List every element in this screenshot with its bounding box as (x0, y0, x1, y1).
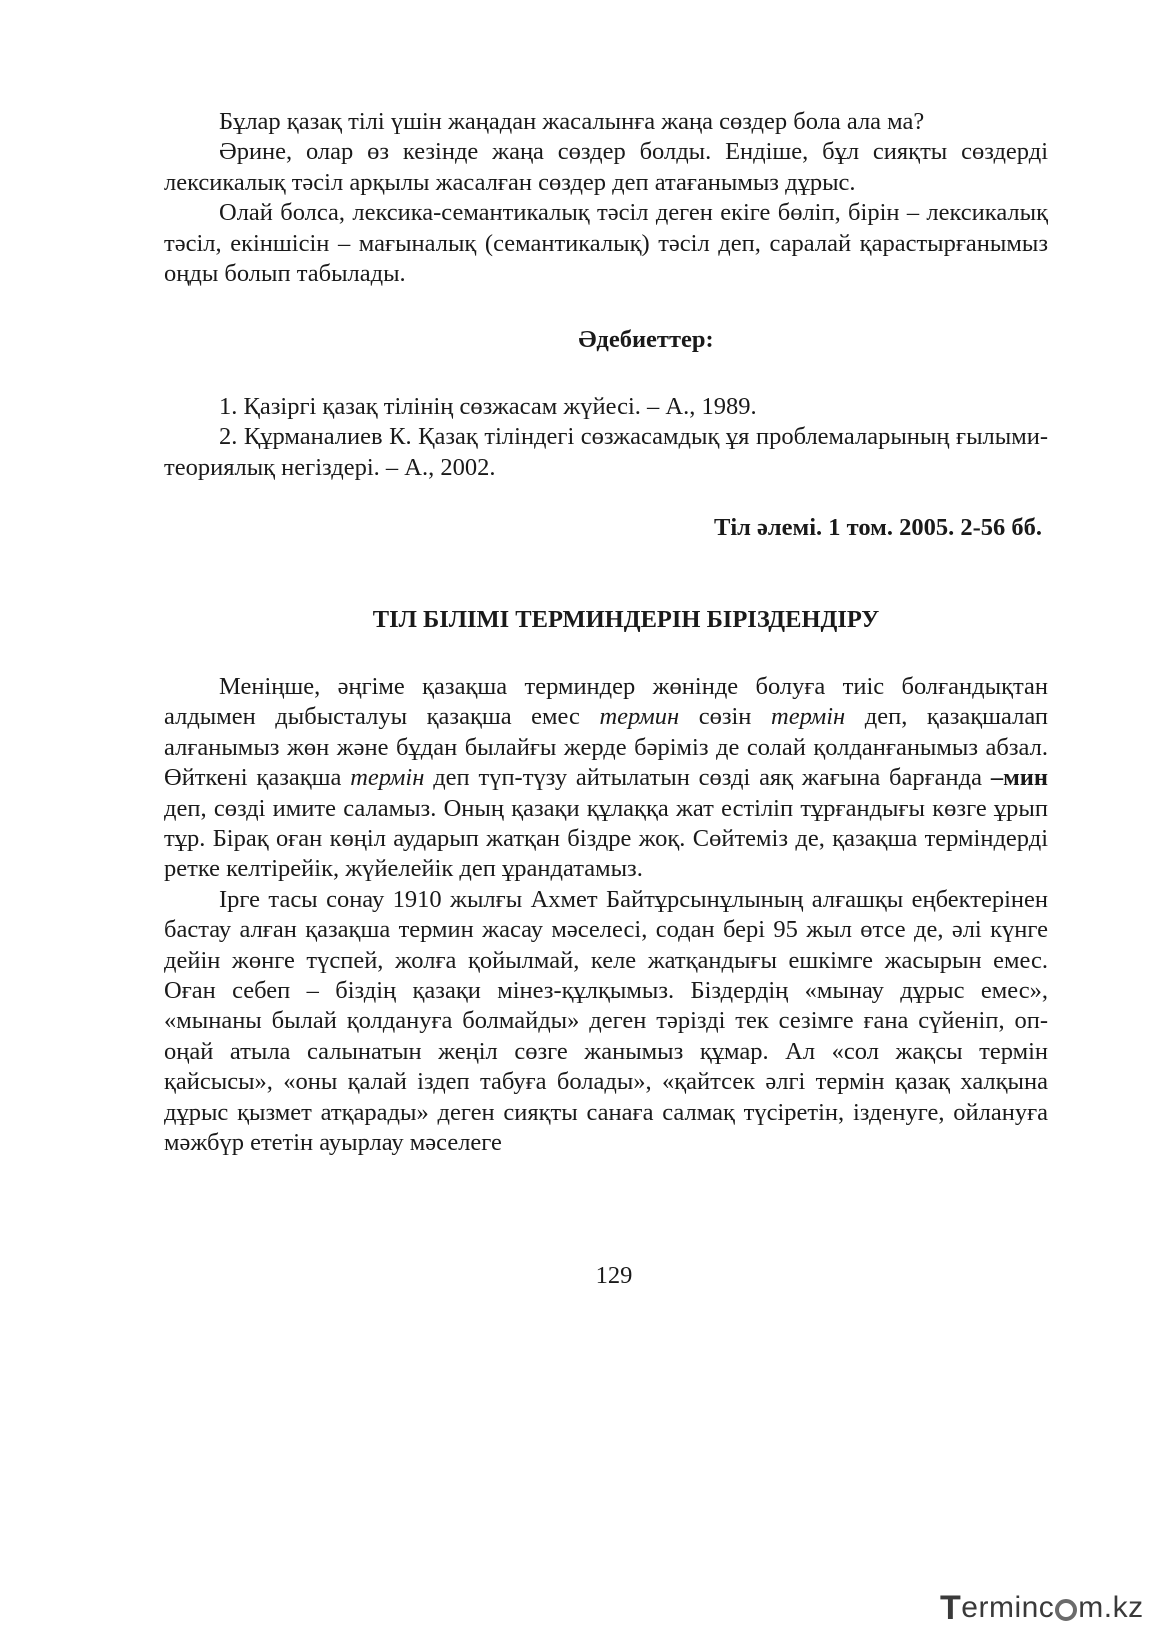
document-page (164, 107, 1048, 1158)
text-run: деп, сөзді имите саламыз. Оның қазақи құлаққа жат естіліп тұрғандығы көзге ұрып тұр. Бірақ оған көңіл аударып жатқан біздре жоқ. Сөйтеміз де, қазақша терміндерді ретке келтірейік, жүйелейік деп ұрандатамыз. (164, 794, 1048, 883)
text-run: деп түп-түзу айтылатын сөзді аяқ жағына барғанда (424, 764, 991, 792)
references-heading: Әдебиеттер: (578, 326, 714, 354)
text-run: сөзін (679, 703, 771, 731)
reference-item: 2. Құрманалиев К. Қазақ тіліндегі сөзжасамдық ұя проблемаларының ғылыми-теориялық негіздері. – А., 2002. (164, 423, 1048, 481)
site-watermark-logo (940, 1590, 1144, 1626)
paragraph: Бұлар қазақ тілі үшін жаңадан жасалынға жаңа сөздер бола ала ма? (219, 108, 925, 135)
paragraph: Әрине, олар өз кезінде жаңа сөздер болды. Ендіше, бұл сияқты сөздерді лексикалық тәсіл арқылы жасалған сөздер деп атағанымыз дұрыс. (164, 138, 1048, 196)
bold-suffix: –мин (990, 764, 1048, 792)
italic-term: термин (599, 703, 680, 731)
text-run: деп, қазақшалап алғанымыз жөн және бұдан былайғы жерде бәріміз де солай қолданғанымыз абзал. Өйткені қазақша (164, 703, 1048, 792)
italic-term: термін (350, 764, 425, 792)
paragraph: Ірге тасы сонау 1910 жылғы Ахмет Байтұрсынұлының алғашқы еңбектерінен бастау алған қазақша термин жасау мәселесі, содан бері 95 жыл өтсе де, әлі күнге дейін жөнге түспей, жолға қойылмай, келе жатқандығы ешкімге жасырын емес. Оған себеп – біздің қазақи мінез-құлқымыз. Біздердің «мынау дұрыс емес», «мынаны былай қолдануға болмайды» деген тәрізді тек сезімге ғана сүйеніп, оп-оңай атыла салынатын жеңіл сөзге жанымыз құмар. Ал «сол жақсы термін қайсысы», «оны қалай іздеп табуға болады», «қайтсек әлгі термін қазақ халқына дұрыс қызмет атқарады» деген сияқты санаға салмақ түсіретін, ізденуге, ойлануға мәжбүр ететін ауырлау мәселеге (164, 885, 1048, 1156)
page-number: 129 (595, 1262, 633, 1289)
italic-term: термін (771, 703, 846, 731)
logo-letter: T (940, 1588, 962, 1627)
reference-item: 1. Қазіргі қазақ тілінің сөзжасам жүйесі. – А., 1989. (219, 392, 757, 420)
source-citation: Тіл әлемі. 1 том. 2005. 2-56 бб. (714, 514, 1042, 542)
article-title: ТІЛ БІЛІМІ ТЕРМИНДЕРІН БІРІЗДЕНДІРУ (372, 606, 880, 634)
logo-circle-icon (1055, 1599, 1077, 1621)
text-run: Меніңше, әңгіме қазақша терминдер жөнінде болуға тиіс болғандықтан алдымен дыбысталуы қазақша емес (164, 672, 1048, 731)
paragraph (164, 672, 1048, 885)
logo-text: erminc (961, 1591, 1055, 1624)
paragraph: Олай болса, лексика-семантикалық тәсіл деген екіге бөліп, бірін – лексикалық тәсіл, екіншісін – мағыналық (семантикалық) тәсіл деп, саралай қарастырғанымыз оңды болып табылады. (164, 199, 1048, 288)
logo-text: m.kz (1078, 1591, 1144, 1624)
